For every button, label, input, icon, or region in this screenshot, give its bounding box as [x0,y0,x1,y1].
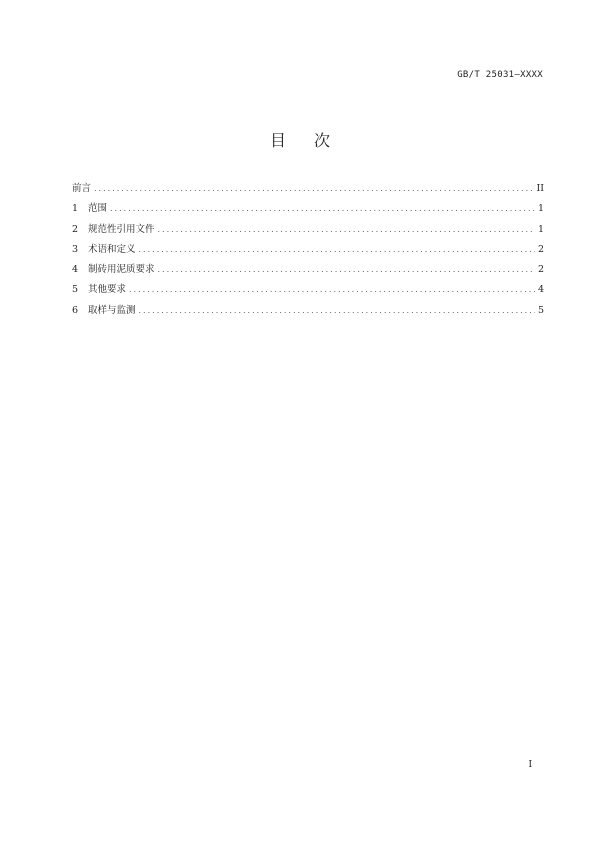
toc-entry-page: 5 [537,304,544,316]
standard-code: GB/T 25031—XXXX [457,70,543,80]
toc-entry-page: 1 [537,203,544,215]
table-of-contents [72,180,544,322]
toc-leader-dots [129,285,535,294]
toc-leader-dots [139,245,535,254]
toc-entry-2[interactable] [72,221,544,241]
toc-entry-5[interactable] [72,281,544,301]
toc-leader-dots [158,225,535,234]
toc-entry-3[interactable] [72,241,544,261]
toc-entry-label: 其他要求 [88,284,127,296]
toc-entry-6[interactable] [72,302,544,322]
toc-entry-number: 3 [72,243,79,255]
page-title: 目次 [269,131,358,150]
toc-entry-number: 1 [72,203,79,215]
toc-entry-number: 2 [72,223,79,235]
toc-leader-dots [94,184,533,193]
toc-entry-label: 前言 [72,183,92,194]
page-number: I [528,760,532,770]
toc-leader-dots [158,265,535,274]
toc-leader-dots [139,306,535,315]
toc-entry-page: 2 [537,243,544,255]
toc-leader-dots [110,204,535,213]
toc-entry-page: 4 [537,284,544,296]
toc-entry-4[interactable] [72,261,544,281]
toc-entry-page: 1 [537,223,544,235]
toc-entry-label: 取样与监测 [88,304,136,316]
toc-entry-page: II [536,183,544,194]
toc-entry-label: 规范性引用文件 [88,223,155,235]
toc-entry-label: 制砖用泥质要求 [88,264,155,276]
toc-entry-page: 2 [537,264,544,276]
toc-entry-number: 6 [72,304,79,316]
toc-entry-label: 术语和定义 [88,243,136,255]
toc-entry-foreword[interactable] [72,180,544,200]
toc-entry-label: 范围 [88,203,108,215]
toc-entry-1[interactable] [72,200,544,220]
toc-entry-number: 4 [72,264,79,276]
toc-entry-number: 5 [72,284,79,296]
